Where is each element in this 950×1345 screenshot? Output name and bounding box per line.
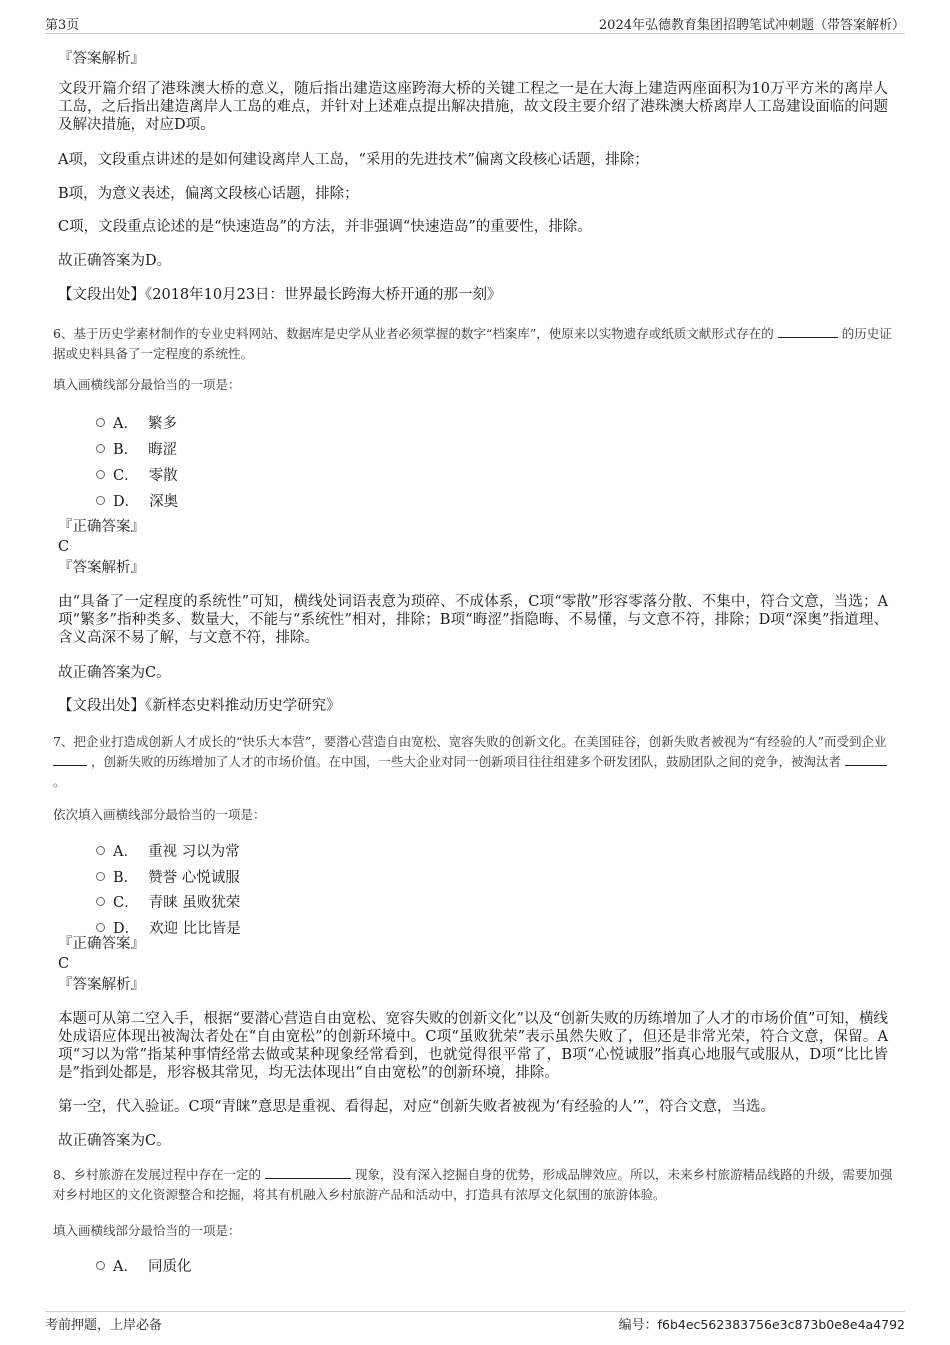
radio-icon[interactable]: [96, 872, 105, 881]
option-letter: C．: [113, 894, 139, 911]
option-text: 晦涩: [148, 441, 178, 458]
q7-stem-part-3: 。: [53, 774, 66, 789]
header-divider: [45, 33, 905, 34]
option-letter: A．: [113, 843, 138, 860]
q6-correct-answer: C: [58, 539, 70, 555]
q7-correct-answer: C: [58, 956, 70, 972]
q7-option-b[interactable]: [96, 866, 240, 886]
q7-conclusion: 故正确答案为C。: [58, 1133, 171, 1149]
q7-blank-2: [845, 753, 887, 766]
q7-correct-label: 『正确答案』: [58, 936, 145, 952]
option-letter: D．: [113, 493, 140, 510]
q7-analysis-paragraph: 本题可从第二空入手，根据“要潜心营造自由宽松、宽容失败的创新文化”以及“创新失败的历练增加了人才的市场价值”可知，横线处成语应体现出被淘汰者处在“自由宽松”的创新环境中。C项“虽败犹荣”表示虽然失败了，但还是非常光荣，符合文意，保留。A项“习以为常”指某种事情经常去做或某种现象经常看到，也就觉得很平常了，B项“心悦诚服”指真心地服气或服从，D项“比比皆是”指到处都是，形容极其常见，均无法体现出“自由宽松”的创新环境，排除。: [58, 1011, 888, 1081]
q5-analysis-label: 『答案解析』: [58, 51, 145, 67]
option-text: 欢迎 比比皆是: [149, 920, 241, 937]
option-letter: A．: [113, 415, 138, 432]
q7-option-d[interactable]: [96, 917, 241, 937]
radio-icon[interactable]: [96, 923, 105, 932]
q6-prompt: 填入画横线部分最恰当的一项是：: [53, 377, 241, 392]
q7-stem-part-2: ，创新失败的历练增加了人才的市场价值。在中国，一些大企业对同一创新项目往往组建多个研发团队，鼓励团队之间的竞争，被淘汰者: [90, 754, 841, 769]
q7-prompt: 依次填入画横线部分最恰当的一项是：: [53, 807, 266, 822]
option-letter: D．: [113, 920, 140, 937]
radio-icon[interactable]: [96, 897, 105, 906]
option-text: 重视 习以为常: [147, 843, 240, 860]
q5-conclusion: 故正确答案为D。: [58, 253, 172, 269]
page-number: 第3页: [45, 18, 80, 33]
q6-stem-part-1: 6、基于历史学素材制作的专业史料网站、数据库是史学从业者必须掌握的数字“档案库”，使原来以实物遗存或纸质文献形式存在的: [53, 326, 774, 341]
footer-code-value: f6b4ec562383756e3c873b0e8e4a4792: [657, 1317, 905, 1332]
q6-conclusion: 故正确答案为C。: [58, 665, 171, 681]
radio-icon[interactable]: [96, 846, 105, 855]
radio-icon[interactable]: [96, 418, 105, 427]
q6-analysis-paragraph: 由“具备了一定程度的系统性”可知，横线处词语表意为琐碎、不成体系，C项“零散”形容零落分散、不集中，符合文意，当选；A项“繁多”指种类多、数量大，不能与“系统性”相对，排除；B项“晦涩”指隐晦、不易懂，与文意不符，排除；D项“深奥”指道理、含义高深不易了解，与文意不符，排除。: [58, 594, 888, 646]
footer-slogan: 考前押题，上岸必备: [45, 1318, 163, 1333]
q8-prompt: 填入画横线部分最恰当的一项是：: [53, 1223, 241, 1238]
q8-option-a[interactable]: [96, 1255, 191, 1275]
option-letter: A．: [113, 1258, 138, 1275]
q6-option-c[interactable]: [96, 464, 178, 484]
q7-analysis-text: [58, 1010, 888, 1082]
q7-analysis-2: 第一空，代入验证。C项“青睐”意思是重视、看得起，对应“创新失败者被视为‘有经验的人’”，符合文意，当选。: [58, 1099, 775, 1115]
footer-divider: [45, 1311, 905, 1312]
q6-source: 【文段出处】《新样态史料推动历史学研究》: [58, 698, 341, 714]
q5-analysis-text: [58, 80, 888, 134]
q6-option-d[interactable]: [96, 490, 178, 510]
q5-option-b-analysis: B项，为意义表述，偏离文段核心话题，排除；: [58, 186, 359, 202]
q6-correct-label: 『正确答案』: [58, 519, 145, 535]
q8-stem-part-2: 现象，没有深入挖掘自身的优势，形成品牌效应。所以，未来乡村旅游精品线路的升级，需要加强对乡村地区的文化资源整合和挖掘，将其有机融入乡村旅游产品和活动中，打造具有浓厚文化氛围的旅游体验。: [53, 1167, 893, 1202]
q7-option-c[interactable]: [96, 891, 240, 911]
q6-option-a[interactable]: [96, 412, 177, 432]
option-text: 同质化: [147, 1258, 192, 1275]
option-text: 赞誉 心悦诚服: [148, 869, 240, 886]
radio-icon[interactable]: [96, 1261, 105, 1270]
option-letter: B．: [113, 441, 139, 458]
q6-blank: [778, 325, 838, 338]
q6-option-b[interactable]: [96, 438, 177, 458]
q6-stem: [53, 324, 893, 364]
q7-stem: [53, 732, 893, 792]
q8-blank: [265, 1166, 351, 1179]
q8-stem-part-1: 8、乡村旅游在发展过程中存在一定的: [53, 1167, 261, 1182]
option-text: 深奥: [149, 493, 179, 510]
q7-option-a[interactable]: [96, 840, 240, 860]
q7-analysis-label: 『答案解析』: [58, 977, 145, 993]
option-text: 繁多: [147, 415, 177, 432]
q7-stem-part-1: 7、把企业打造成创新人才成长的“快乐大本营”，要潜心营造自由宽松、宽容失败的创新文化。在美国硅谷，创新失败者被视为“有经验的人”而受到企业: [53, 734, 887, 749]
radio-icon[interactable]: [96, 496, 105, 505]
option-letter: B．: [113, 869, 139, 886]
radio-icon[interactable]: [96, 470, 105, 479]
footer-code: [619, 1314, 905, 1333]
q8-stem: [53, 1165, 893, 1205]
q7-blank-1: [53, 753, 87, 766]
radio-icon[interactable]: [96, 444, 105, 453]
q6-analysis-label: 『答案解析』: [58, 560, 145, 576]
option-text: 青睐 虽败犹荣: [148, 894, 241, 911]
q5-option-a-analysis: A项，文段重点讲述的是如何建设离岸人工岛，“采用的先进技术”偏离文段核心话题，排除；: [58, 152, 649, 168]
q5-source: 【文段出处】《2018年10月23日：世界最长跨海大桥开通的那一刻》: [58, 287, 502, 303]
option-letter: C．: [113, 467, 139, 484]
option-text: 零散: [148, 467, 178, 484]
q5-analysis-paragraph: 文段开篇介绍了港珠澳大桥的意义，随后指出建造这座跨海大桥的关键工程之一是在大海上建造两座面积为10万平方米的离岸人工岛，之后指出建造离岸人工岛的难点，并针对上述难点提出解决措施，故文段主要介绍了港珠澳大桥离岸人工岛建设面临的问题及解决措施，对应D项。: [58, 81, 888, 133]
q5-option-c-analysis: C项，文段重点论述的是“快速造岛”的方法，并非强调“快速造岛”的重要性，排除。: [58, 219, 592, 235]
document-title: 2024年弘德教育集团招聘笔试冲刺题（带答案解析）: [598, 18, 905, 33]
q6-analysis-text: [58, 593, 888, 647]
footer-code-label: 编号：: [618, 1318, 658, 1333]
q6-stem-part-2: 的历史证据或史料具备了一定程度的系统性。: [53, 326, 892, 361]
